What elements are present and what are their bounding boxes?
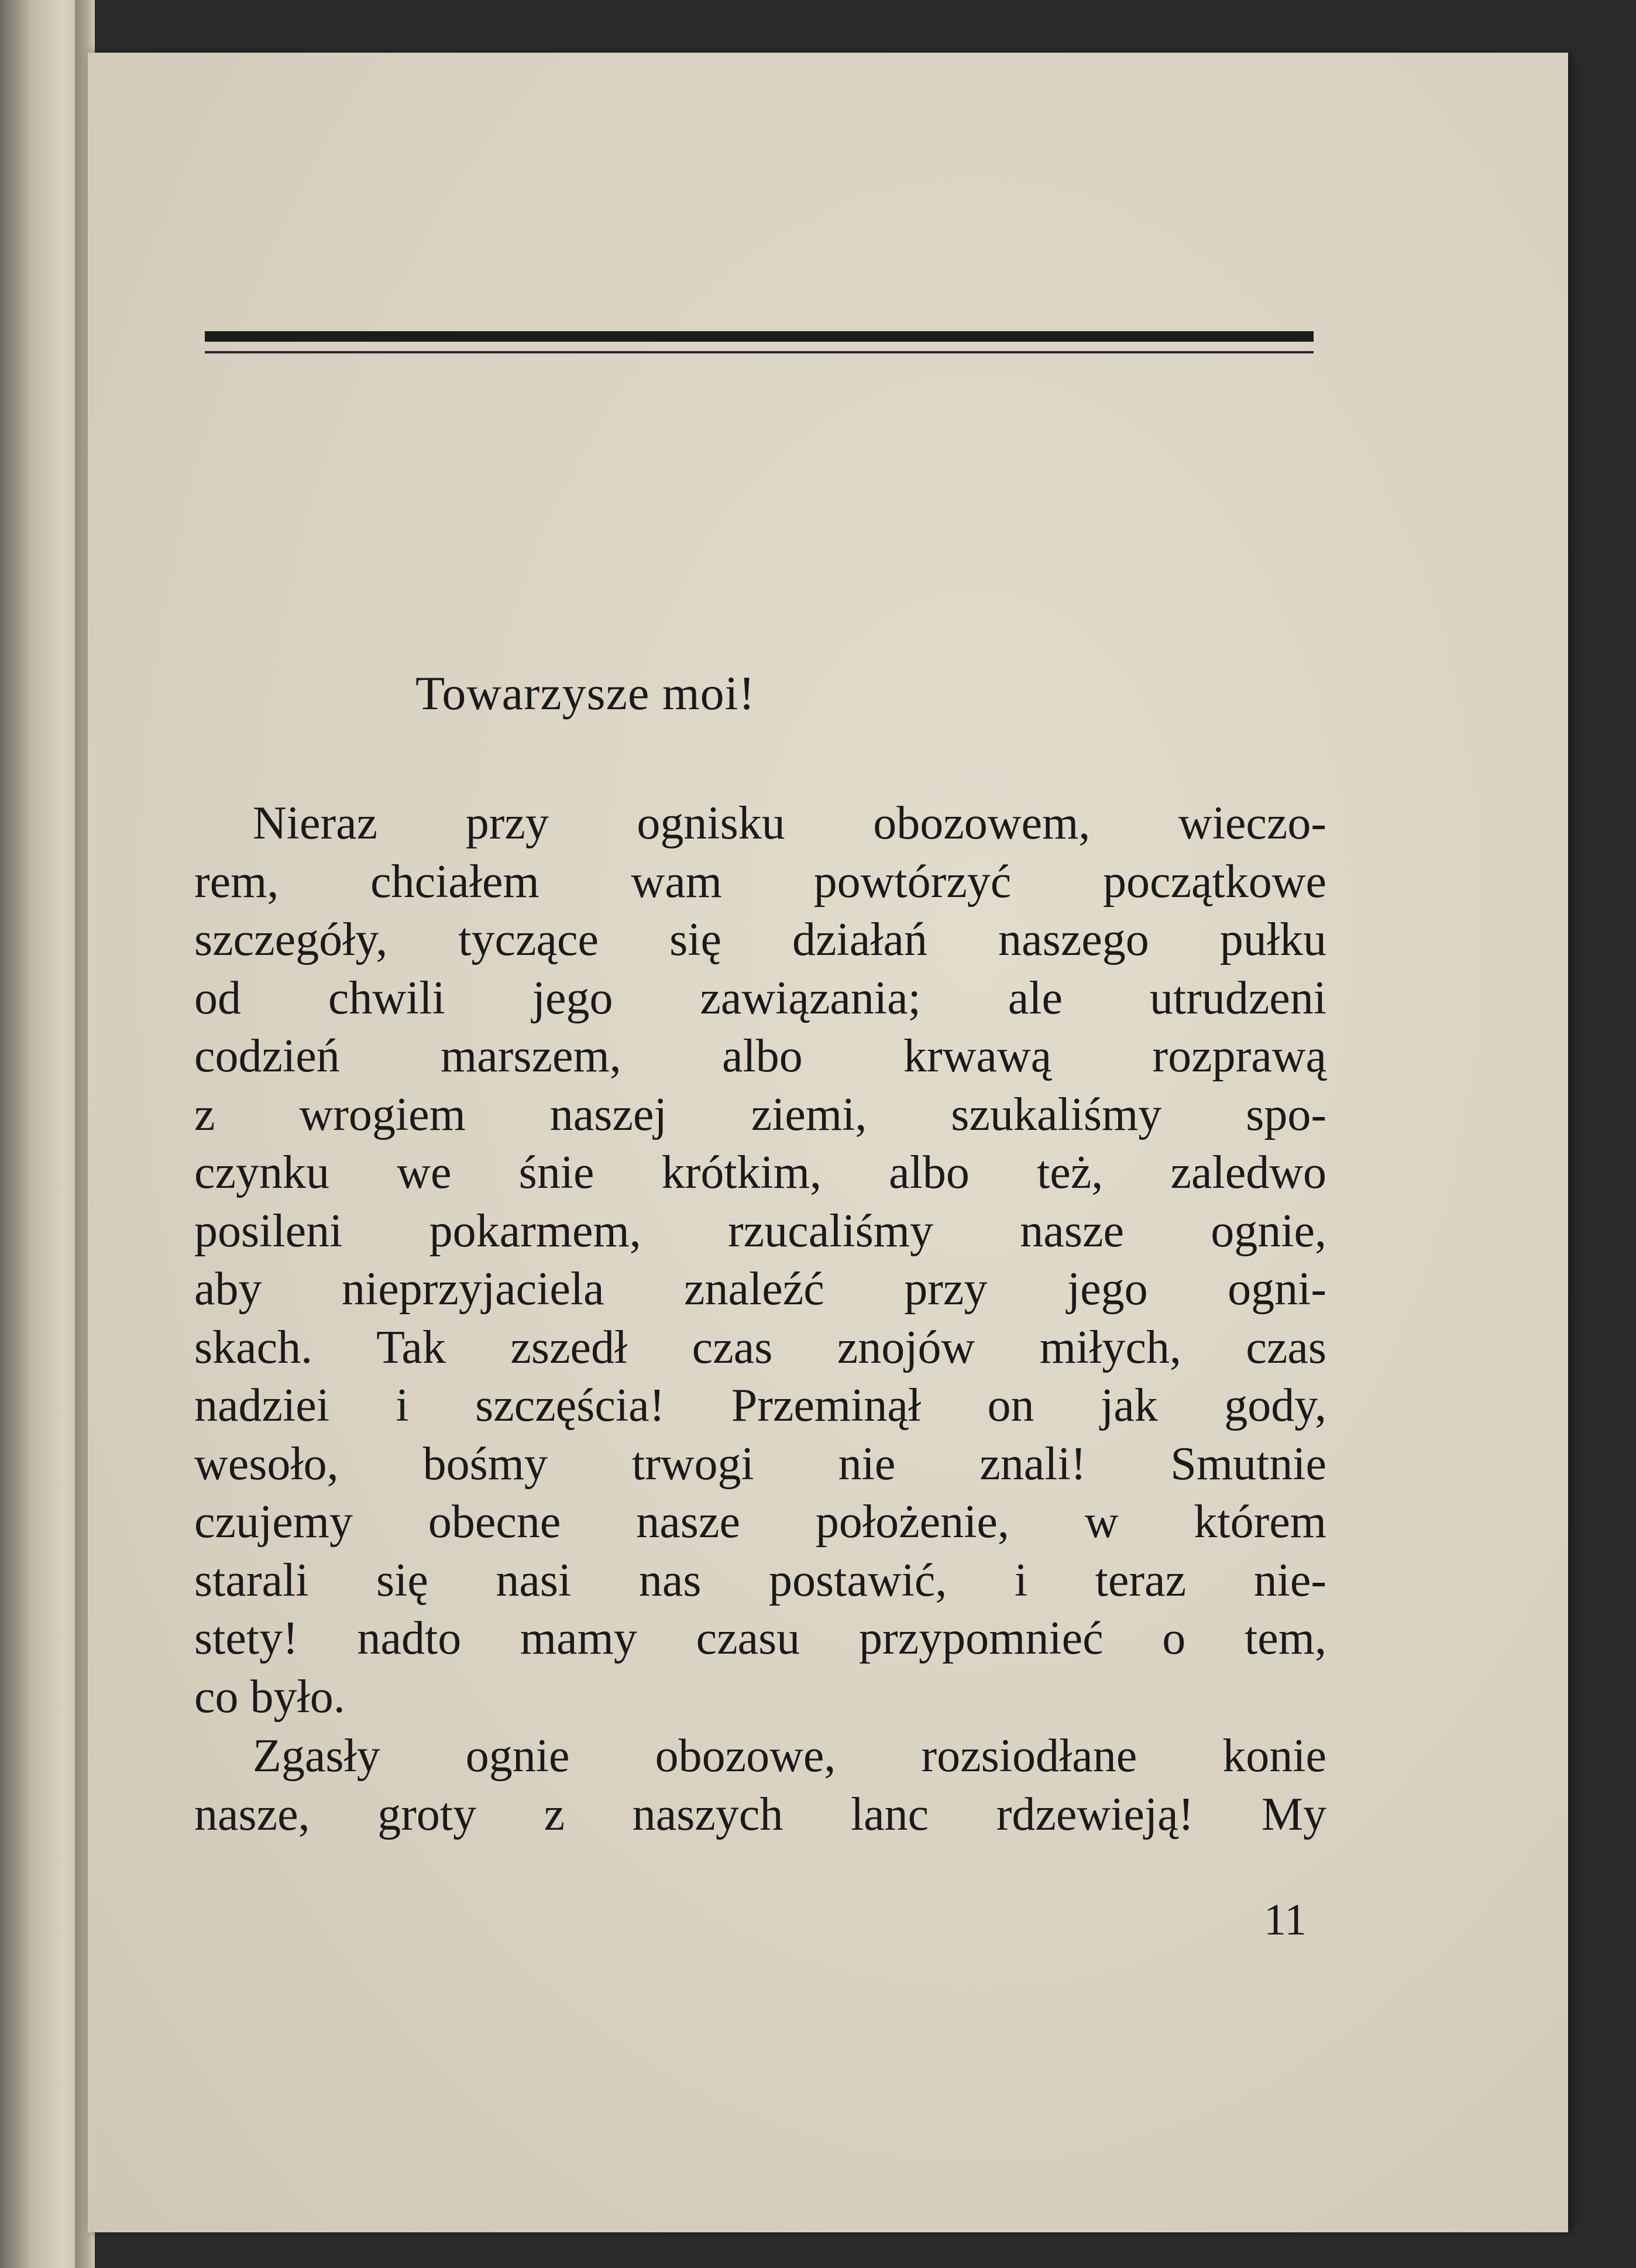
header-rule-thin xyxy=(205,351,1314,353)
text-line: od chwili jego zawiązania; ale utrudzeni xyxy=(194,972,1326,1024)
text-line: wesoło, bośmy trwogi nie znali! Smutnie xyxy=(194,1438,1326,1490)
text-line: posileni pokarmem, rzucaliśmy nasze ognie, xyxy=(194,1205,1326,1257)
text-line: codzień marszem, albo krwawą rozprawą xyxy=(194,1030,1326,1082)
text-line: czujemy obecne nasze położenie, w którem xyxy=(194,1496,1326,1548)
text-line: aby nieprzyjaciela znaleźć przy jego ogni- xyxy=(194,1263,1326,1315)
text-line: z wrogiem naszej ziemi, szukaliśmy spo- xyxy=(194,1088,1326,1140)
text-line: co było. xyxy=(194,1671,345,1723)
text-line: stety! nadto mamy czasu przypomnieć o tem, xyxy=(194,1613,1326,1664)
text-line: Zgasły ognie obozowe, rozsiodłane konie xyxy=(253,1730,1326,1782)
text-line: nadziei i szczęścia! Przeminął on jak gody, xyxy=(194,1380,1326,1431)
text-line: nasze, groty z naszych lanc rdzewieją! My xyxy=(194,1788,1326,1840)
header-rule-thick xyxy=(205,331,1314,342)
paragraph-1 xyxy=(194,795,1326,1726)
text-line: Nieraz przy ognisku obozowem, wieczo- xyxy=(253,798,1326,849)
text-line: rem, chciałem wam powtórzyć początkowe xyxy=(194,855,1326,908)
book-page xyxy=(88,53,1568,2232)
salutation: Towarzysze moi! xyxy=(415,666,755,720)
text-line: starali się nasi nas postawić, i teraz nie- xyxy=(194,1554,1326,1606)
text-line: czynku we śnie krótkim, albo też, zaledwo xyxy=(194,1147,1326,1198)
text-line: skach. Tak zszedł czas znojów miłych, czas xyxy=(194,1321,1326,1373)
text-line: szczegóły, tyczące się działań naszego pułku xyxy=(194,914,1326,965)
paragraph-2 xyxy=(194,1727,1326,1844)
page-number: 11 xyxy=(1264,1895,1307,1944)
